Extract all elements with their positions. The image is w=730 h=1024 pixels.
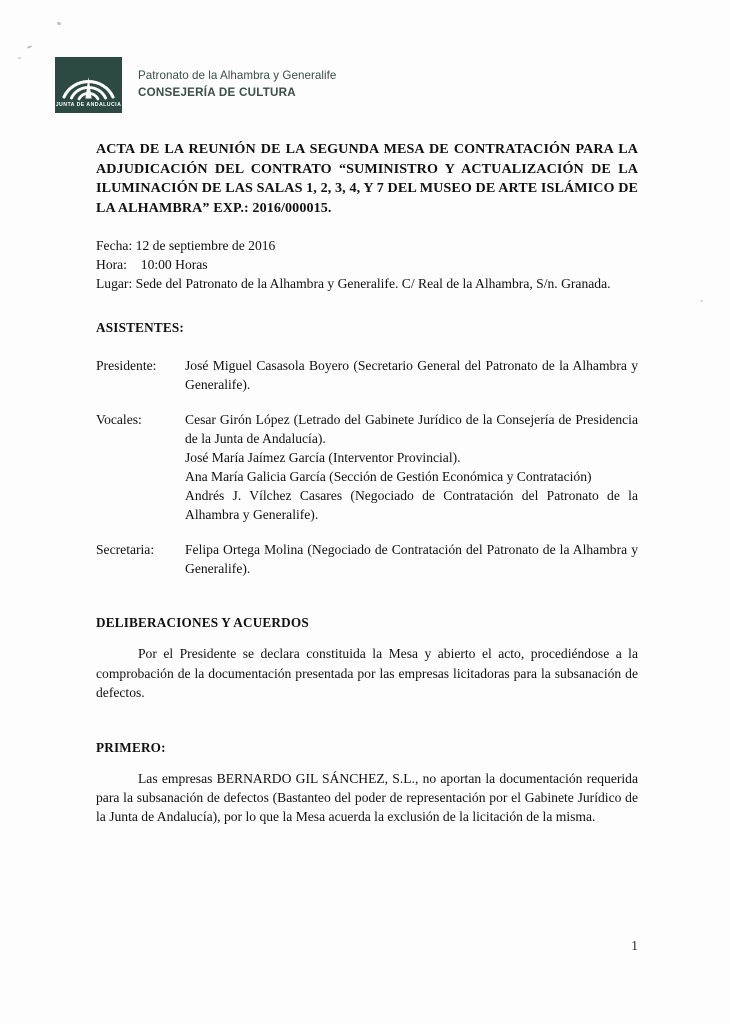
- date-value: 12 de septiembre de 2016: [135, 238, 276, 254]
- attendee-group-secretaria: [96, 540, 638, 578]
- attendee-entry: José Miguel Casasola Boyero (Secretario General del Patronato de la Alhambra y Generalife).: [185, 357, 638, 392]
- attendee-group-presidente: [96, 356, 638, 394]
- attendees-list: [96, 356, 638, 579]
- meeting-time-row: [96, 255, 638, 274]
- attendee-entries: [185, 410, 638, 525]
- document-title: ACTA DE LA REUNIÓN DE LA SEGUNDA MESA DE CONTRATACIÓN PARA LA ADJUDICACIÓN DEL CONTRATO “SUMINISTRO Y ACTUALIZACIÓN DE LA ILUMINACIÓN DE LAS SALAS 1, 2, 3, 4, Y 7 DEL MUSEO DE ARTE ISLÁMICO DE LA ALHAMBRA” EXP.: 2016/000015.: [96, 141, 638, 216]
- attendee-role-label: Secretaria:: [96, 542, 155, 558]
- attendee-role-label: Vocales:: [96, 411, 142, 427]
- attendee-entry: Cesar Girón López (Letrado del Gabinete Jurídico de la Consejería de Presidencia de la Junta de Andalucía).: [185, 411, 638, 446]
- attendee-role-label: Presidente:: [96, 357, 157, 373]
- primero-paragraph: Las empresas BERNARDO GIL SÁNCHEZ, S.L., no aportan la documentación requerida para la subsanación de defectos (Bastanteo del poder de representación por el Gabinete Jurídico de la Junta de Andalucía), por lo que la Mesa acuerda la exclusión de la licitación de la misma.: [96, 770, 638, 824]
- date-label: Fecha:: [96, 238, 133, 254]
- heading-asistentes: ASISTENTES:: [96, 319, 184, 335]
- time-value: 10:00 Horas: [140, 257, 208, 273]
- page-number: 1: [631, 938, 638, 953]
- attendee-group-vocales: [96, 410, 638, 525]
- attendee-entry: Andrés J. Vílchez Casares (Negociado de Contratación del Patronato de la Alhambra y Generalife).: [185, 488, 638, 523]
- heading-deliberaciones-y-acuerdos: DELIBERACIONES Y ACUERDOS: [96, 615, 309, 631]
- attendee-entries: [185, 540, 638, 578]
- meeting-place-row: [96, 274, 638, 293]
- time-label: Hora:: [96, 257, 127, 273]
- attendee-entries: [185, 356, 638, 394]
- attendee-entry: Felipa Ortega Molina (Negociado de Contratación del Patronato de la Alhambra y Generalife).: [185, 542, 638, 577]
- heading-primero: PRIMERO:: [96, 739, 166, 755]
- scan-speckle: [18, 57, 21, 59]
- scan-speckle: [57, 21, 62, 25]
- scan-speckle: [700, 300, 703, 302]
- organization-name: Patronato de la Alhambra y Generalife: [138, 69, 337, 82]
- place-value: Sede del Patronato de la Alhambra y Generalife. C/ Real de la Alhambra, S/n. Granada.: [135, 276, 611, 292]
- document-body: [96, 140, 638, 826]
- meeting-details: [96, 236, 638, 293]
- logo-caption: JUNTA DE ANDALUCIA: [55, 101, 122, 108]
- place-label: Lugar:: [96, 276, 133, 292]
- meeting-date-row: [96, 236, 638, 255]
- attendee-entry: Ana María Galicia García (Sección de Gestión Económica y Contratación): [185, 469, 592, 484]
- deliberaciones-paragraph: Por el Presidente se declara constituida la Mesa y abierto el acto, procediéndose a la comprobación de la documentación presentada por las empresas licitadoras para la subsanación de defectos.: [96, 646, 638, 700]
- attendee-entry: José María Jaímez García (Interventor Provincial).: [185, 449, 461, 465]
- department-name: CONSEJERÍA DE CULTURA: [138, 85, 296, 99]
- junta-de-andalucia-logo: [55, 57, 122, 113]
- scan-speckle: [27, 45, 32, 49]
- letterhead: [55, 57, 336, 113]
- letterhead-text: [138, 57, 336, 102]
